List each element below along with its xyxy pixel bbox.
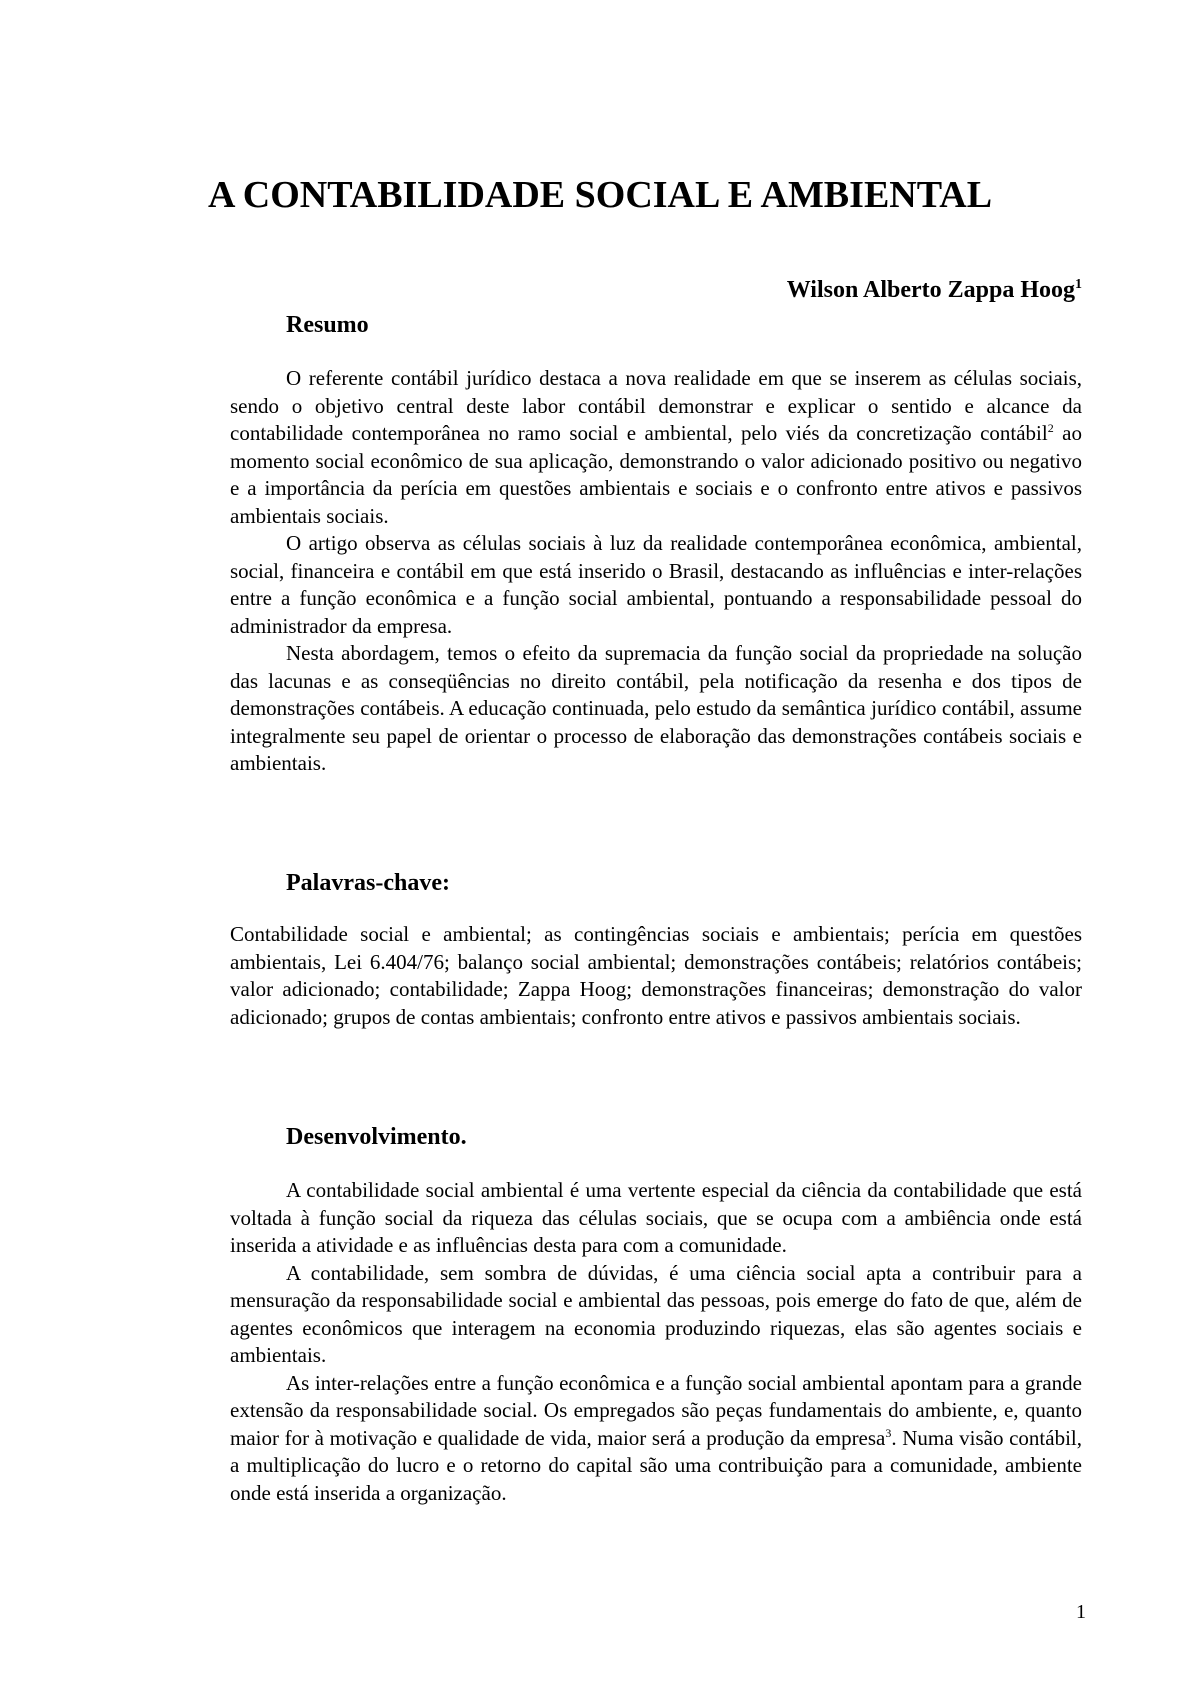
desenvolvimento-paragraph-2: A contabilidade, sem sombra de dúvidas, é uma ciência social apta a contribuir para a mensuração da responsabilidade social e ambiental das pessoas, pois emerge do fato de que, além de agentes econômicos que interagem na economia produzindo riquezas, elas são agentes sociais e ambientais. [230,1260,1082,1367]
document-title: A CONTABILIDADE SOCIAL E AMBIENTAL [207,174,993,216]
resumo-paragraph-1: O referente contábil jurídico destaca a nova realidade em que se inserem as células sociais, sendo o objetivo central deste labor contábil demonstrar e explicar o sentido e alcance da contabilidade contemporânea no ramo social e ambiental, pelo viés da concretização contábil$^2$ ao momento social econômico de sua aplicação, demonstrando o valor adicionado positivo ou negativo e a importância da perícia em questões ambientais e sociais e o confronto entre ativos e passivos ambientais sociais. [230,366,1082,528]
palavras-chave-text: Contabilidade social e ambiental; as contingências sociais e ambientais; perícia em questões ambientais, Lei 6.404/76; balanço social ambiental; demonstrações contábeis; relatórios contábeis; valor adicionado; contabilidade; Zappa Hoog; demonstrações financeiras; demonstração do valor adicionado; grupos de contas ambientais; confronto entre ativos e passivos ambientais sociais. [230,922,1082,1029]
resumo-body [230,365,1082,778]
resumo-paragraph-3: Nesta abordagem, temos o efeito da supremacia da função social da propriedade na solução das lacunas e as conseqüências no direito contábil, pela notificação da resenha e dos tipos de demonstrações contábeis. A educação continuada, pelo estudo da semântica jurídico contábil, assume integralmente seu papel de orientar o processo de elaboração das demonstrações contábeis sociais e ambientais. [230,641,1082,775]
author-line [600,275,1082,305]
desenvolvimento-paragraph-1: A contabilidade social ambiental é uma vertente especial da ciência da contabilidade que está voltada à função social da riqueza das células sociais, que se ocupa com a ambiência onde está inserida a atividade e as influências desta para com a comunidade. [230,1178,1082,1257]
palavras-chave-heading: Palavras-chave: [286,870,450,896]
footnote-mark-2[interactable]: 2 [1047,421,1054,435]
author-footnote-mark[interactable]: 1 [1075,277,1082,292]
desenvolvimento-body [230,1177,1082,1507]
desenvolvimento-paragraph-3: As inter-relações entre a função econômica e a função social ambiental apontam para a grande extensão da responsabilidade social. Os empregados são peças fundamentais do ambiente, e, quanto maior for à motivação e qualidade de vida, maior será a produção da empresa$^3$. Numa visão contábil, a multiplicação do lucro e o retorno do capital são uma contribuição para a comunidade, ambiente onde está inserida a organização. [230,1370,1082,1505]
resumo-heading: Resumo [286,312,369,338]
page-number: 1 [1076,1601,1086,1623]
desenvolvimento-heading: Desenvolvimento. [286,1124,467,1150]
resumo-paragraph-2: O artigo observa as células sociais à luz da realidade contemporânea econômica, ambiental, social, financeira e contábil em que está inserido o Brasil, destacando as influências e inter-relações entre a função econômica e a função social ambiental, pontuando a responsabilidade pessoal do administrador da empresa. [230,531,1082,638]
footnote-mark-3[interactable]: 3 [885,1425,892,1440]
palavras-chave-body [230,921,1082,1031]
author-name: Wilson Alberto Zappa Hoog [786,277,1075,303]
